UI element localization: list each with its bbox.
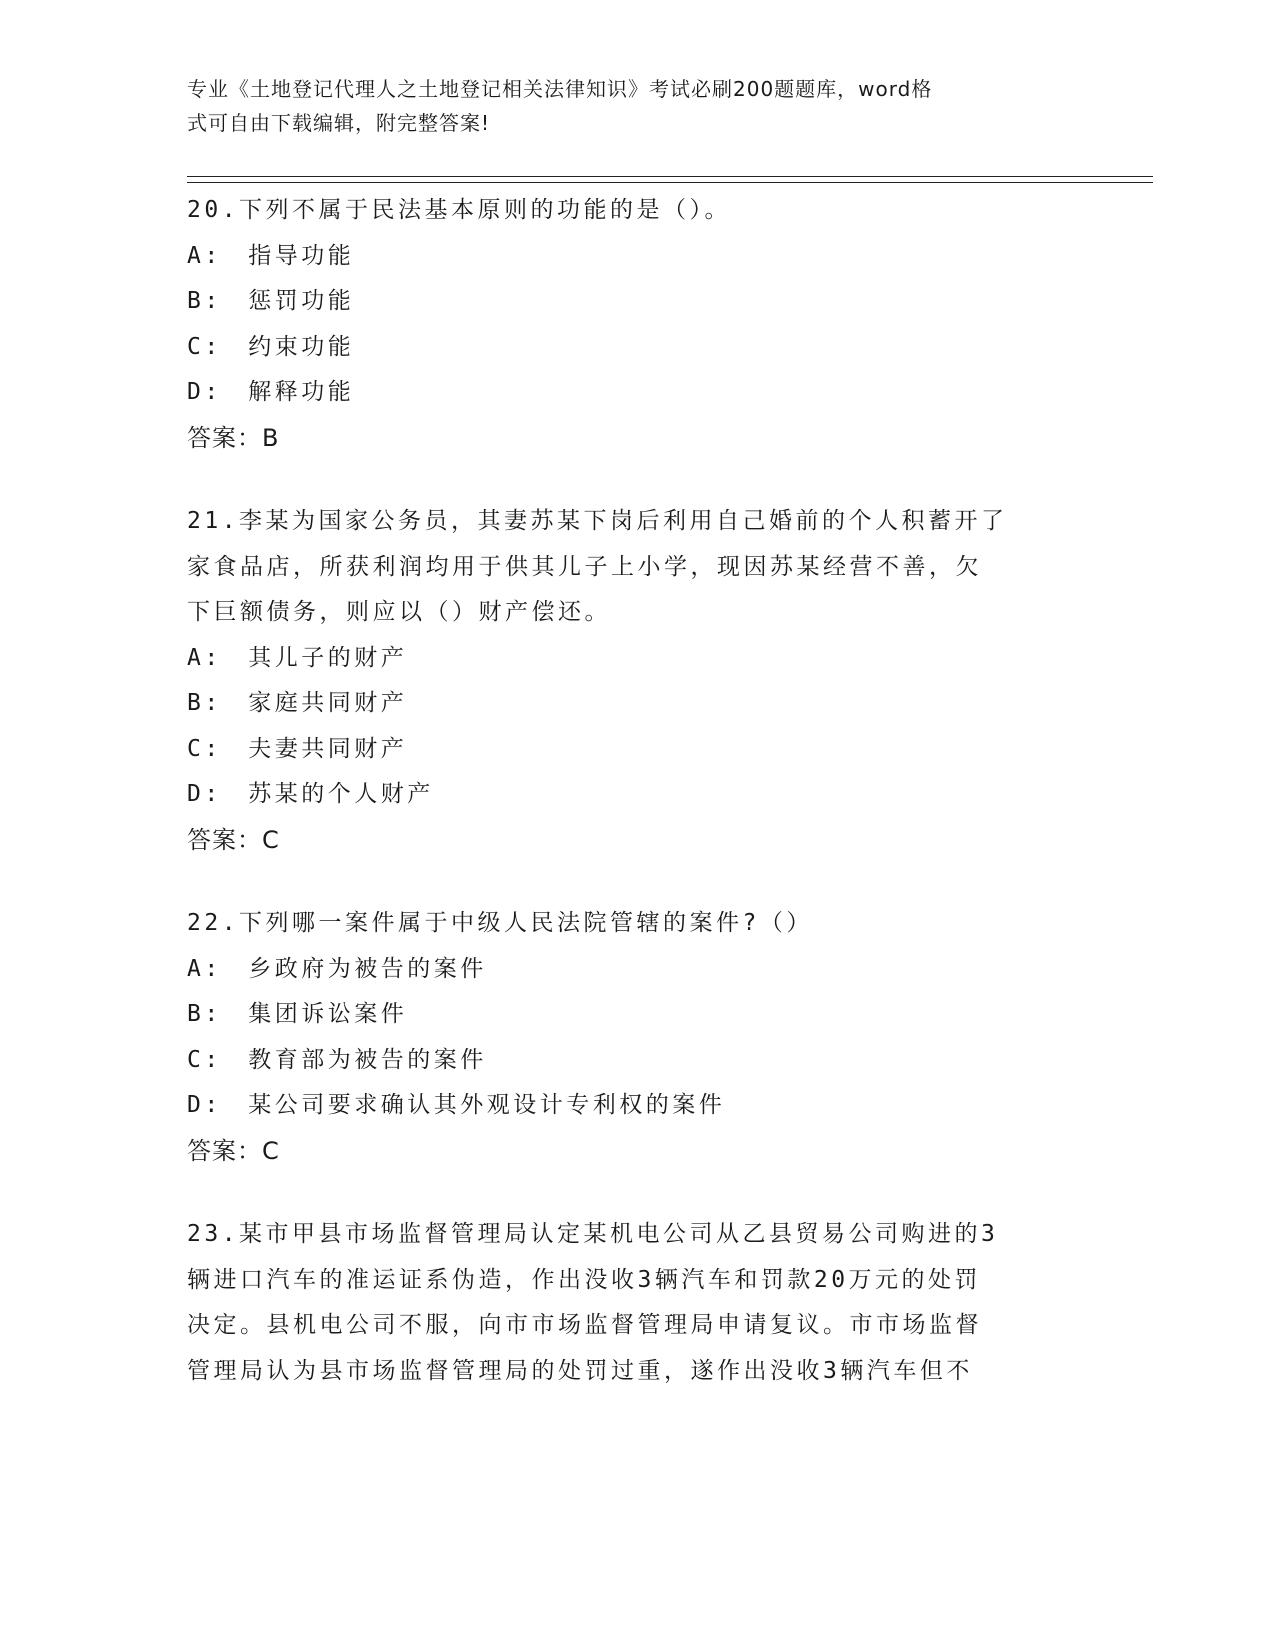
option-b: B: 家庭共同财产 (187, 690, 408, 716)
question-stem-line-3: 下巨额债务，则应以（）财产偿还。 (187, 599, 611, 625)
answer: 答案：C (187, 1136, 280, 1165)
option-c: C: 教育部为被告的案件 (187, 1046, 487, 1073)
option-d: D: 解释功能 (187, 379, 355, 405)
question-stem-line-3: 决定。县机电公司不服，向市市场监督管理局申请复议。市市场监督 (187, 1312, 982, 1338)
question-21 (187, 499, 1067, 863)
question-stem-line-2: 辆进口汽车的准运证系伪造，作出没收3辆汽车和罚款20万元的处罚 (187, 1266, 982, 1293)
header-divider-bottom (187, 182, 1153, 183)
option-a: A: 其儿子的财产 (187, 644, 408, 671)
document-header (187, 72, 1067, 140)
question-stem-line-1: 23.某市甲县市场监督管理局认定某机电公司从乙县贸易公司购进的3 (187, 1221, 999, 1247)
question-23 (187, 1212, 1067, 1394)
question-stem-line-1: 21.李某为国家公务员，其妻苏某下岗后利用自己婚前的个人积蓄开了 (187, 508, 1008, 534)
question-20 (187, 188, 1067, 461)
question-22 (187, 901, 1067, 1174)
question-stem-line-2: 家食品店，所获利润均用于供其儿子上小学，现因苏某经营不善，欠 (187, 553, 982, 580)
option-d: D: 某公司要求确认其外观设计专利权的案件 (187, 1092, 726, 1118)
answer: 答案：B (187, 423, 280, 452)
header-divider-top (187, 176, 1153, 177)
question-stem: 20.下列不属于民法基本原则的功能的是（）。 (187, 197, 732, 223)
header-line-1: 专业《土地登记代理人之土地登记相关法律知识》考试必刷200题题库，word格 (187, 77, 933, 101)
option-c: C: 夫妻共同财产 (187, 735, 408, 762)
question-stem: 22.下列哪一案件属于中级人民法院管辖的案件?（） (187, 910, 813, 936)
question-stem-line-4: 管理局认为县市场监督管理局的处罚过重，遂作出没收3辆汽车但不 (187, 1357, 973, 1384)
option-a: A: 乡政府为被告的案件 (187, 955, 487, 982)
header-line-2: 式可自由下载编辑，附完整答案! (187, 111, 491, 135)
option-d: D: 苏某的个人财产 (187, 781, 434, 807)
answer: 答案：C (187, 825, 280, 854)
option-c: C: 约束功能 (187, 333, 355, 360)
option-b: B: 惩罚功能 (187, 288, 355, 314)
question-list (187, 188, 1067, 1432)
option-b: B: 集团诉讼案件 (187, 1001, 408, 1027)
option-a: A: 指导功能 (187, 242, 355, 269)
